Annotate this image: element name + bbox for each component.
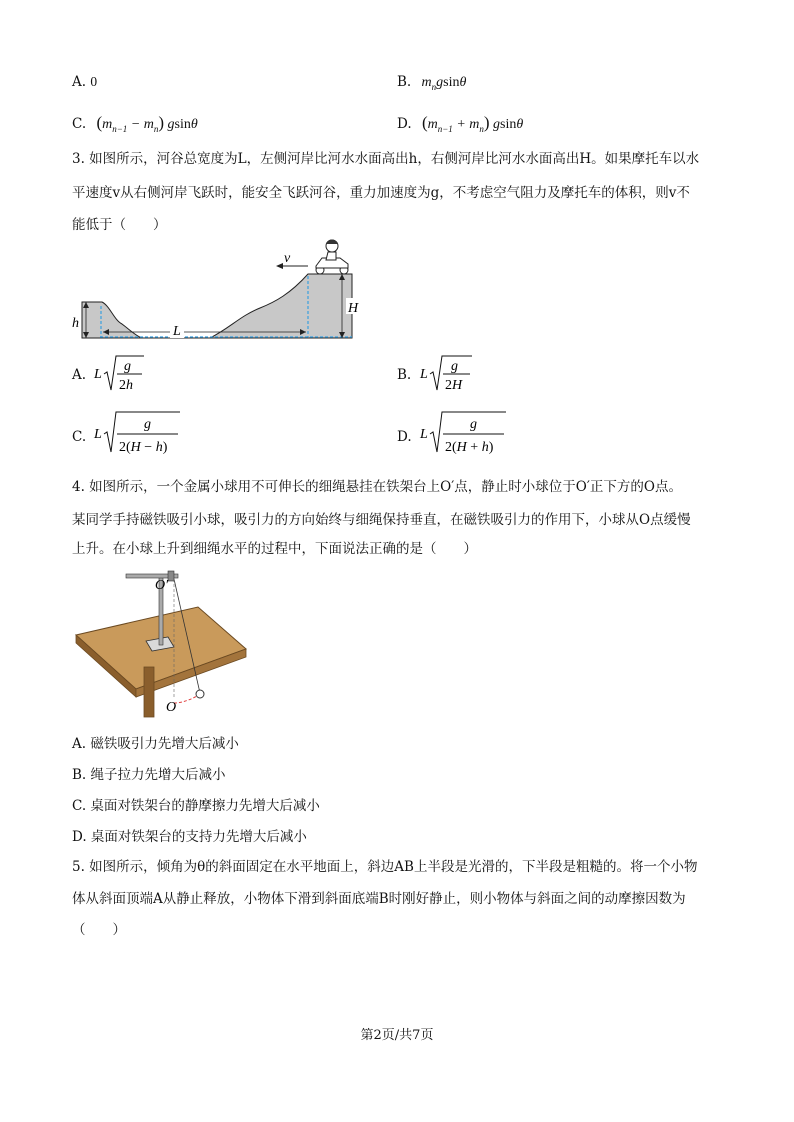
option-label: C. [72,116,87,132]
option-label: D. [397,429,412,445]
ball-path-arc [174,696,197,703]
table-leg [144,667,154,717]
q3-option-c-formula [92,408,192,458]
v-label: v [284,251,291,266]
q2-option-d-render: $(m_{n-1} + m_n)$ gsinθ [421,113,524,134]
motorcycle-rider-icon [316,240,348,275]
q4-option-a: A. 磁铁吸引力先增大后减小 [72,736,239,752]
svg-text:L: L [94,427,102,442]
svg-text:g: g [124,359,131,374]
svg-text:g: g [451,359,458,374]
option-label: B. [397,367,412,383]
left-bank [82,302,142,338]
q3-option-c [72,428,86,446]
svg-text:g: g [470,417,477,432]
q3-option-a-formula [92,352,152,396]
q5-line2: 体从斜面顶端A从静止释放，小物体下滑到斜面底端B时刚好静止，则小物体与斜面之间的动摩擦因数为 [72,891,686,907]
option-label: B. [397,74,412,90]
q2-option-b [397,73,466,96]
L-label: L [173,324,181,339]
H-label: H [348,301,359,316]
svg-text:2(H − h): 2(H − h) [119,440,168,455]
svg-text:L: L [420,427,428,442]
q4-line2: 某同学手持磁铁吸引小球，吸引力的方向始终与细绳保持垂直，在磁铁吸引力的作用下，小球从O点缓慢 [72,512,691,528]
svg-text:2h: 2h [119,378,133,393]
q4-option-c: C. 桌面对铁架台的静摩擦力先增大后减小 [72,798,320,814]
q4-line3: 上升。在小球上升到细绳水平的过程中，下面说法正确的是（ ） [72,541,477,557]
q2-option-c [72,114,198,138]
q5-line3: （ ） [72,922,126,938]
q2-option-b-render: $m_ngsin\theta$ [421,75,467,92]
q3-line3: 能低于（ ） [72,217,167,233]
svg-text:2(H + h): 2(H + h) [445,440,494,455]
q3-option-b [397,366,411,384]
q3-line1: 3. 如图所示，河谷总宽度为L，左侧河岸比河水水面高出h，右侧河岸比河水水面高出H。如果摩托车以水 [72,151,700,167]
q3-river-valley-figure [70,236,360,346]
stand-clamp [168,571,174,581]
velocity-arrowhead [276,263,283,269]
svg-text:2H: 2H [445,378,463,393]
q4-line1: 4. 如图所示，一个金属小球用不可伸长的细绳悬挂在铁架台上O′点，静止时小球位于O′正下方的O点。 [72,479,683,495]
q2-option-a [72,73,97,91]
q5-line1: 5. 如图所示，倾角为θ的斜面固定在水平地面上，斜边AB上半段是光滑的，下半段是粗糙的。将一个小物 [72,859,698,875]
q3-option-b-formula [418,352,478,396]
svg-text:L: L [420,367,428,382]
page-footer: 第2页/共7页 [360,1028,434,1043]
svg-text:g: g [144,417,151,432]
q2-option-d [397,114,523,138]
option-label: A. [72,367,87,383]
q3-option-a [72,366,86,384]
O-label: O [166,700,177,715]
q3-option-d-formula [418,408,518,458]
O-prime-label: O′ [155,578,169,593]
option-label: D. [397,116,412,132]
h-label: h [72,316,79,331]
right-bank [210,274,352,338]
option-label: C. [72,429,87,445]
svg-text:L: L [94,367,102,382]
q3-line2: 平速度v从右侧河岸飞跃时，能安全飞跃河谷，重力加速度为g，不考虑空气阻力及摩托车的体积，则v不 [72,185,690,201]
option-label: A. [72,74,87,90]
metal-ball [196,690,204,698]
q2-option-c-render: $(m_{n-1} - m_n)$ gsinθ [96,113,198,134]
q3-option-d [397,428,412,446]
q4-iron-stand-figure [70,565,250,725]
q4-option-d: D. 桌面对铁架台的支持力先增大后减小 [72,829,307,845]
q2-option-a-expr: 0 [90,74,98,89]
q4-option-b: B. 绳子拉力先增大后减小 [72,767,226,783]
